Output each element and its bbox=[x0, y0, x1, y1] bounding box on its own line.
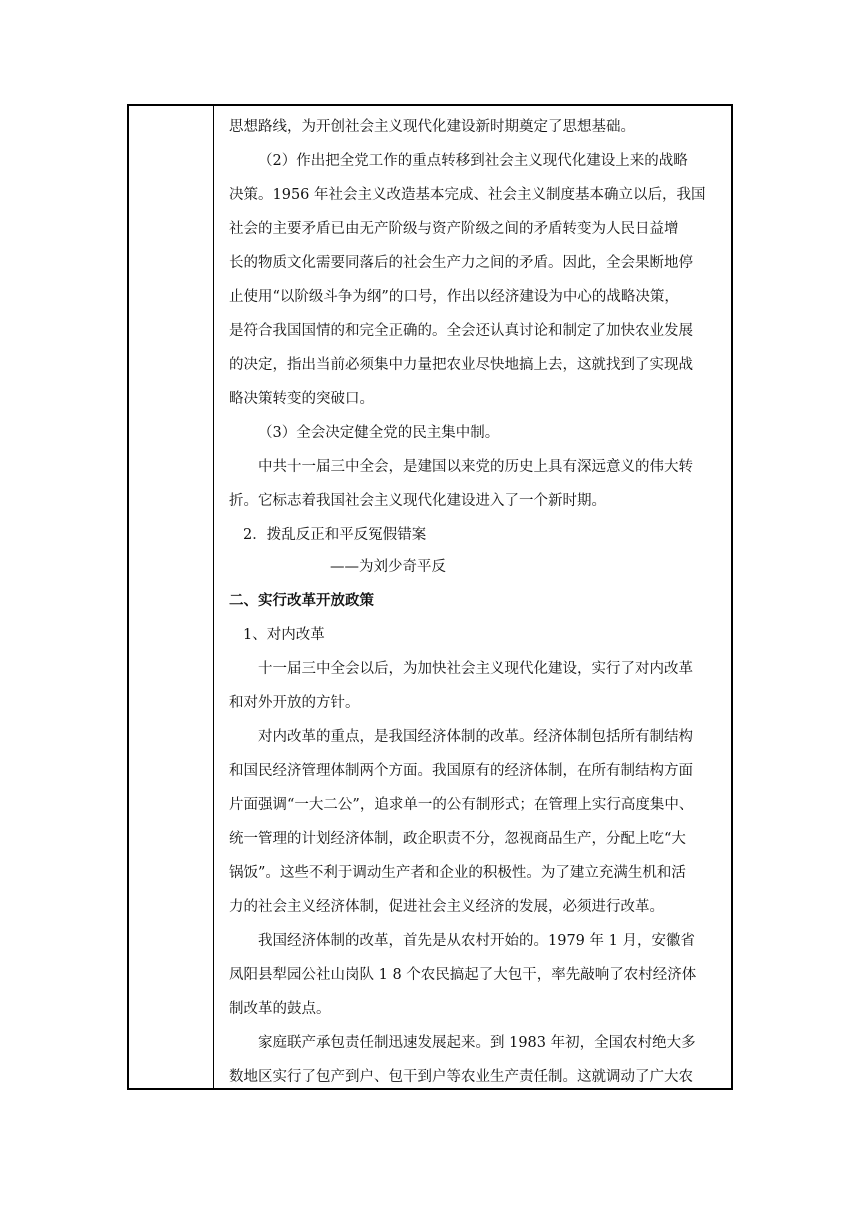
text-line: 和对外开放的方针。 bbox=[229, 695, 360, 711]
text-line: 中共十一届三中全会，是建国以来党的历史上具有深远意义的伟大转 bbox=[258, 459, 693, 475]
text-line: 数地区实行了包产到户、包干到户等农业生产责任制。这就调动了广大农 bbox=[229, 1069, 693, 1085]
text-line: 社会的主要矛盾已由无产阶级与资产阶级之间的矛盾转变为人民日益增 bbox=[229, 221, 679, 237]
text-line: 制改革的鼓点。 bbox=[229, 1001, 331, 1017]
text-line: 是符合我国国情的和完全正确的。全会还认真讨论和制定了加快农业发展 bbox=[229, 323, 693, 339]
text-line: 片面强调“一大二公”，追求单一的公有制形式；在管理上实行高度集中、 bbox=[229, 797, 694, 813]
section-heading: 2．拨乱反正和平反冤假错案 bbox=[243, 527, 427, 543]
text-line: 长的物质文化需要同落后的社会生产力之间的矛盾。因此，全会果断地停 bbox=[229, 255, 693, 271]
section-heading: 1、对内改革 bbox=[243, 627, 325, 643]
text-line: （2）作出把全党工作的重点转移到社会主义现代化建设上来的战略 bbox=[258, 153, 688, 169]
table-left-column bbox=[129, 106, 214, 1088]
text-line: 十一届三中全会以后，为加快社会主义现代化建设，实行了对内改革 bbox=[258, 661, 693, 677]
text-line: 锅饭”。这些不利于调动生产者和企业的积极性。为了建立充满生机和活 bbox=[229, 865, 686, 881]
text-line: 家庭联产承包责任制迅速发展起来。到 1983 年初，全国农村绝大多 bbox=[258, 1035, 696, 1051]
text-line: 我国经济体制的改革，首先是从农村开始的。1979 年 1 月，安徽省 bbox=[258, 933, 695, 949]
text-line: （3）全会决定健全党的民主集中制。 bbox=[258, 425, 500, 441]
text-line: 力的社会主义经济体制，促进社会主义经济的发展，必须进行改革。 bbox=[229, 899, 664, 915]
text-line: 对内改革的重点，是我国经济体制的改革。经济体制包括所有制结构 bbox=[258, 729, 693, 745]
text-line: 略决策转变的突破口。 bbox=[229, 391, 374, 407]
text-line: 凤阳县犁园公社山岗队 1 8 个农民搞起了大包干，率先敲响了农村经济体 bbox=[229, 967, 697, 983]
lesson-table bbox=[127, 104, 733, 1090]
text-line: 折。它标志着我国社会主义现代化建设进入了一个新时期。 bbox=[229, 493, 606, 509]
text-line: 思想路线，为开创社会主义现代化建设新时期奠定了思想基础。 bbox=[229, 119, 635, 135]
text-line: 的决定，指出当前必须集中力量把农业尽快地搞上去，这就找到了实现战 bbox=[229, 357, 693, 373]
text-line: 止使用“以阶级斗争为纲”的口号，作出以经济建设为中心的战略决策， bbox=[229, 289, 679, 305]
text-line: 和国民经济管理体制两个方面。我国原有的经济体制，在所有制结构方面 bbox=[229, 763, 693, 779]
section-heading: 二、实行改革开放政策 bbox=[229, 592, 374, 609]
text-line: 决策。1956 年社会主义改造基本完成、社会主义制度基本确立以后，我国 bbox=[229, 187, 706, 203]
text-line: 统一管理的计划经济体制，政企职责不分，忽视商品生产，分配上吃“大 bbox=[229, 831, 686, 847]
subheading: ——为刘少奇平反 bbox=[330, 559, 446, 575]
